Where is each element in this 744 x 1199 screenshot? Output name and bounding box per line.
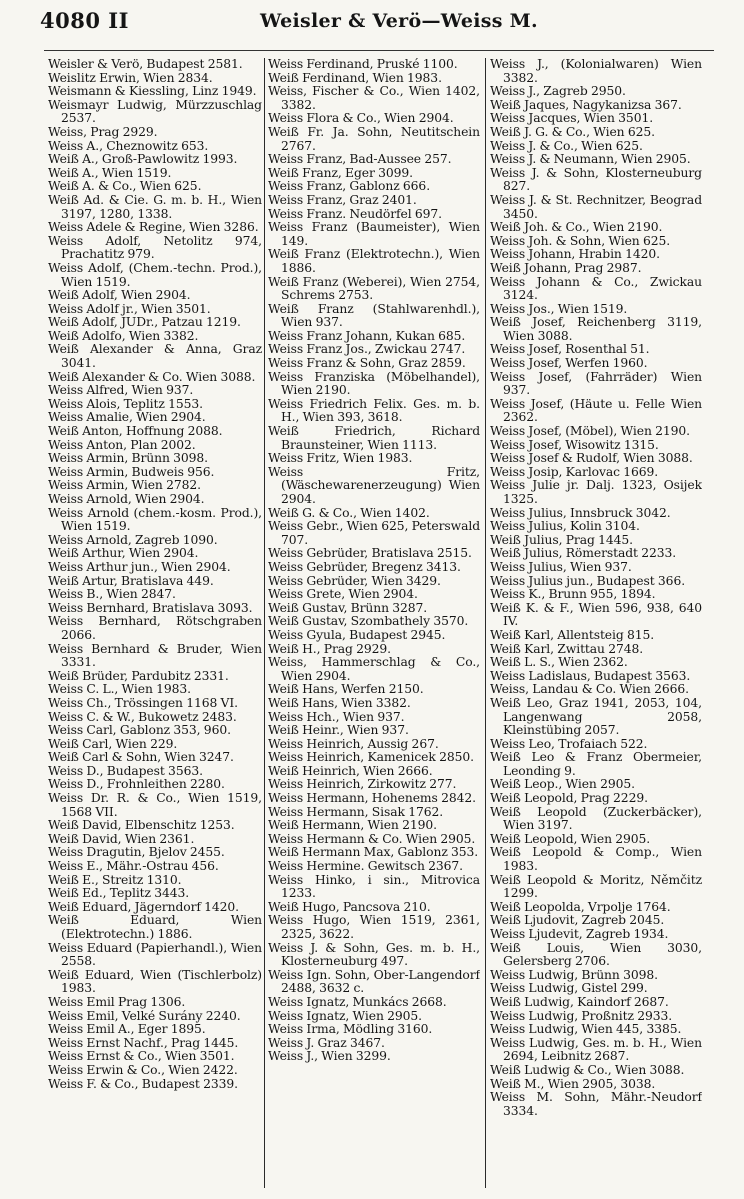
directory-entry: Weiss Bernhard, Bratislava 3093. xyxy=(48,600,253,615)
directory-entry: Weiß Johann, Prag 2987. xyxy=(490,260,642,275)
directory-entry: Weislitz Erwin, Wien 2834. xyxy=(48,70,213,85)
directory-entry: Weiss Heinrich, Zirkowitz 277. xyxy=(268,777,457,792)
column-divider xyxy=(264,58,265,1188)
directory-entry: Weiß Ad. & Cie. G. m. b. H., Wien 3197, 1280, 1338. xyxy=(48,192,262,221)
directory-entry: Weiss Ferdinand, Pruské 1100. xyxy=(268,58,458,71)
directory-entry: Weiss B., Wien 2847. xyxy=(48,587,176,602)
directory-entry: Weiss Julius, Wien 937. xyxy=(490,559,632,574)
directory-entry: Weiss Hugo, Wien 1519, 2361, 2325, 3622. xyxy=(268,913,480,941)
directory-entry: Weiss C. & W., Bukowetz 2483. xyxy=(48,709,237,724)
directory-entry: Weiß A., Groß-Pawlowitz 1993. xyxy=(48,152,238,167)
directory-entry: Weiss J. & Sohn, Klosterneuburg 827. xyxy=(490,165,702,194)
directory-entry: Weiß Gustav, Szombathely 3570. xyxy=(268,614,469,629)
directory-entry: Weiß Fr. Ja. Sohn, Neutitschein 2767. xyxy=(268,124,480,153)
directory-entry: Weiß E., Streitz 1310. xyxy=(48,872,182,887)
directory-entry: Weiß Carl & Sohn, Wien 3247. xyxy=(48,750,234,765)
directory-entry: Weiss Gebrüder, Bregenz 3413. xyxy=(268,559,461,574)
directory-entry: Weiß Franz (Weberei), Wien 2754, Schrems 2753. xyxy=(268,274,480,303)
directory-entry: Weiss Anton, Plan 2002. xyxy=(48,437,196,452)
directory-entry: Weiss Joh. & Sohn, Wien 625. xyxy=(490,233,671,248)
directory-entry: Weiß Friedrich, Richard Braunsteiner, Wien 1113. xyxy=(268,424,480,452)
directory-entry: Weiss Ljudevit, Zagreb 1934. xyxy=(490,927,669,941)
directory-entry: Weiss Josip, Karlovac 1669. xyxy=(490,464,659,479)
directory-entry: Weiß Leop., Wien 2905. xyxy=(490,777,635,792)
directory-entry: Weiss Josef, Werfen 1960. xyxy=(490,356,648,371)
directory-entry: Weiß Alexander & Anna, Graz 3041. xyxy=(48,342,262,371)
directory-entry: Weiss Dr. R. & Co., Wien 1519, 1568 VII. xyxy=(48,791,262,819)
directory-entry: Weiss Erwin & Co., Wien 2422. xyxy=(48,1062,238,1077)
directory-entry: Weiß Ljudovit, Zagreb 2045. xyxy=(490,913,665,928)
directory-entry: Weiß Karl, Zwittau 2748. xyxy=(490,641,644,656)
directory-entry: Weiß Leopold, Wien 2905. xyxy=(490,831,651,846)
directory-entry: Weiss Josef, (Möbel), Wien 2190. xyxy=(490,424,690,439)
directory-entry: Weiss Friedrich Felix. Ges. m. b. H., Wien 393, 3618. xyxy=(268,396,480,425)
directory-entry: Weiß Leopold & Moritz, Němčitz 1299. xyxy=(490,872,702,901)
directory-entry: Weiß Leopold (Zuckerbäcker), Wien 3197. xyxy=(490,804,702,833)
directory-entry: Weiss Emil, Velké Surány 2240. xyxy=(48,1008,241,1023)
directory-entry: Weiß Heinrich, Wien 2666. xyxy=(268,763,433,778)
directory-entry: Weiss Ignatz, Munkács 2668. xyxy=(268,994,447,1009)
directory-entry: Weiß Eduard, Wien (Tischlerbolz) 1983. xyxy=(48,967,262,996)
directory-entry: Weiß Adolf, JUDr., Patzau 1219. xyxy=(48,315,241,330)
directory-entry: Weiss D., Frohnleithen 2280. xyxy=(48,777,225,792)
directory-entry: Weiss Ludwig, Wien 445, 3385. xyxy=(490,1022,682,1037)
directory-entry: Weiss Leo, Trofaiach 522. xyxy=(490,736,648,751)
directory-entry: Weiss Julius, Innsbruck 3042. xyxy=(490,505,671,520)
directory-entry: Weiss Gebrüder, Wien 3429. xyxy=(268,573,441,588)
directory-entry: Weiss Gyula, Budapest 2945. xyxy=(268,627,446,642)
directory-entry: Weiss Josef, Rosenthal 51. xyxy=(490,342,650,357)
directory-entry: Weiß Joh. & Co., Wien 2190. xyxy=(490,220,663,235)
directory-entry: Weiss Emil A., Eger 1895. xyxy=(48,1022,206,1037)
directory-entry: Weiss, Fischer & Co., Wien 1402, 3382. xyxy=(268,84,480,112)
directory-entry: Weiss Jos., Wien 1519. xyxy=(490,301,628,316)
directory-entry: Weiß Hugo, Pancsova 210. xyxy=(268,899,431,914)
directory-entry: Weiss Armin, Brünn 3098. xyxy=(48,451,208,466)
directory-entry: Weiß Leopold & Comp., Wien 1983. xyxy=(490,845,702,874)
directory-entry: Weiss J., Wien 3299. xyxy=(268,1049,391,1064)
directory-entry: Weiß Ed., Teplitz 3443. xyxy=(48,886,190,901)
directory-entry: Weiß L. S., Wien 2362. xyxy=(490,655,628,670)
directory-entry: Weiss Franziska (Möbelhandel), Wien 2190. xyxy=(268,369,480,398)
directory-entry: Weiß J. G. & Co., Wien 625. xyxy=(490,124,655,139)
directory-entry: Weiss Ludwig, Proßnitz 2933. xyxy=(490,1008,673,1023)
directory-entry: Weiss Johann, Hrabin 1420. xyxy=(490,247,660,262)
directory-entry: Weiss Franz. Neudörfel 697. xyxy=(268,206,442,221)
column-1 xyxy=(48,58,262,1188)
directory-entry: Weiss Franz Jos., Zwickau 2747. xyxy=(268,342,466,357)
directory-entry: Weiß Carl, Wien 229. xyxy=(48,736,178,751)
directory-entry: Weiss, Landau & Co. Wien 2666. xyxy=(490,682,689,697)
directory-entry: Weiss Ignatz, Wien 2905. xyxy=(268,1008,422,1023)
directory-entry: Weiss Franz (Baumeister), Wien 149. xyxy=(268,220,480,248)
directory-entry: Weiss Hch., Wien 937. xyxy=(268,709,405,724)
directory-entry: Weiß K. & F., Wien 596, 938, 640 IV. xyxy=(490,600,702,629)
directory-entry: Weiß Franz (Elektrotechn.), Wien 1886. xyxy=(268,247,480,275)
directory-entry: Weiss Hermann, Sisak 1762. xyxy=(268,804,444,819)
directory-entry: Weiß Leo & Franz Obermeier, Leonding 9. xyxy=(490,750,702,778)
directory-entry: Weiss Josef, Wisowitz 1315. xyxy=(490,437,659,452)
directory-entry: Weiss Josef, (Häute u. Felle Wien 2362. xyxy=(490,396,702,425)
directory-entry: Weiß Hans, Wien 3382. xyxy=(268,695,411,710)
directory-entry: Weiß Leopolda, Vrpolje 1764. xyxy=(490,899,671,914)
directory-entry: Weiss F. & Co., Budapest 2339. xyxy=(48,1076,238,1091)
directory-entry: Weiss Grete, Wien 2904. xyxy=(268,587,418,602)
directory-entry: Weiss Ernst & Co., Wien 3501. xyxy=(48,1049,235,1064)
directory-entry: Weiss Adolf, Netolitz 974, Prachatitz 979. xyxy=(48,233,262,262)
directory-entry: Weiß G. & Co., Wien 1402. xyxy=(268,505,430,520)
directory-entry: Weiß David, Elbenschitz 1253. xyxy=(48,818,235,833)
directory-entry: Weiss Ign. Sohn, Ober-Langendorf 2488, 3632 c. xyxy=(268,967,480,996)
directory-entry: Weiß Hans, Werfen 2150. xyxy=(268,682,424,697)
directory-entry: Weiß Julius, Römerstadt 2233. xyxy=(490,546,677,561)
directory-entry: Weiss Franz Johann, Kukan 685. xyxy=(268,328,466,343)
column-3 xyxy=(490,58,702,1188)
directory-entry: Weiss Alfred, Wien 937. xyxy=(48,383,194,398)
directory-entry: Weiss M. Sohn, Mähr.-Neudorf 3334. xyxy=(490,1090,702,1118)
directory-entry: Weiß A. & Co., Wien 625. xyxy=(48,179,202,194)
directory-entry: Weiß Josef, Reichenberg 3119, Wien 3088. xyxy=(490,315,702,343)
directory-entry: Weismayr Ludwig, Mürzzuschlag 2537. xyxy=(48,97,262,126)
directory-entry: Weiß Gustav, Brünn 3287. xyxy=(268,600,428,615)
directory-entry: Weiss Jacques, Wien 3501. xyxy=(490,111,654,126)
directory-entry: Weiss Ch., Trössingen 1168 VI. xyxy=(48,695,238,710)
directory-entry: Weiss Franz, Gablonz 666. xyxy=(268,179,431,194)
directory-entry: Weiß Jaques, Nagykanizsa 367. xyxy=(490,97,682,112)
directory-entry: Weiss Gebr., Wien 625, Peterswald 707. xyxy=(268,519,480,547)
directory-entry: Weiß Leopold, Prag 2229. xyxy=(490,791,648,806)
directory-entry: Weiß Eduard, Jägerndorf 1420. xyxy=(48,899,240,914)
directory-entry: Weiss Dragutin, Bjelov 2455. xyxy=(48,845,225,860)
directory-entry: Weiß Eduard, Wien (Elektrotechn.) 1886. xyxy=(48,913,262,941)
directory-entry: Weiss Josef, (Fahrräder) Wien 937. xyxy=(490,369,702,398)
directory-entry: Weiss D., Budapest 3563. xyxy=(48,763,203,778)
directory-entry: Weiss Adele & Regine, Wien 3286. xyxy=(48,220,259,235)
directory-entry: Weiss Ludwig, Gistel 299. xyxy=(490,981,648,996)
directory-entry: Weiß Adolf, Wien 2904. xyxy=(48,288,191,303)
directory-entry: Weiß H., Prag 2929. xyxy=(268,641,391,656)
directory-entry: Weiß Leo, Graz 1941, 2053, 104, Langenwang 2058, Kleinstübing 2057. xyxy=(490,695,702,738)
directory-entry: Weiss E., Mähr.-Ostrau 456. xyxy=(48,859,219,874)
directory-entry: Weiss Franz, Graz 2401. xyxy=(268,192,417,207)
directory-entry: Weiss Arnold, Zagreb 1090. xyxy=(48,532,218,547)
directory-entry: Weiss Hinko, i sin., Mitrovica 1233. xyxy=(268,872,480,901)
directory-entry: Weiss, Hammerschlag & Co., Wien 2904. xyxy=(268,655,480,683)
directory-entry: Weiss Ernst Nachf., Prag 1445. xyxy=(48,1035,239,1050)
directory-entry: Weiss Franz & Sohn, Graz 2859. xyxy=(268,356,466,371)
directory-entry: Weiss Heinrich, Kamenicek 2850. xyxy=(268,750,474,765)
directory-entry: Weiss Adolf jr., Wien 3501. xyxy=(48,301,211,316)
directory-entry: Weiss Emil Prag 1306. xyxy=(48,994,186,1009)
directory-entry: Weiß Karl, Allentsteig 815. xyxy=(490,627,655,642)
directory-entry: Weiß Artur, Bratislava 449. xyxy=(48,573,214,588)
directory-entry: Weiss Amalie, Wien 2904. xyxy=(48,410,206,425)
directory-entry: Weiss Franz, Bad-Aussee 257. xyxy=(268,152,452,167)
directory-entry: Weiss Eduard (Papierhandl.), Wien 2558. xyxy=(48,940,262,969)
directory-entry: Weiss Hermine. Gewitsch 2367. xyxy=(268,859,463,874)
directory-entry: Weiss Armin, Budweis 956. xyxy=(48,464,215,479)
directory-entry: Weiß Brüder, Pardubitz 2331. xyxy=(48,668,229,683)
directory-entry: Weiß Anton, Hoffnung 2088. xyxy=(48,424,223,439)
directory-entry: Weiss J. & Neumann, Wien 2905. xyxy=(490,152,691,167)
directory-entry: Weiß Heinr., Wien 937. xyxy=(268,723,409,738)
directory-entry: Weiß Louis, Wien 3030, Gelersberg 2706. xyxy=(490,940,702,969)
directory-entry: Weiss Fritz, Wien 1983. xyxy=(268,451,413,466)
directory-entry: Weiss Adolf, (Chem.-techn. Prod.), Wien 1519. xyxy=(48,260,262,289)
directory-entry: Weiß Alexander & Co. Wien 3088. xyxy=(48,369,256,384)
header-rule xyxy=(44,50,714,51)
directory-entry: Weismann & Kiessling, Linz 1949. xyxy=(48,84,257,99)
directory-entry: Weiß Franz, Eger 3099. xyxy=(268,165,413,180)
directory-entry: Weiß David, Wien 2361. xyxy=(48,831,195,846)
directory-entry: Weiss J. & St. Rechnitzer, Beograd 3450. xyxy=(490,192,702,221)
directory-entry: Weiß Arthur, Wien 2904. xyxy=(48,546,199,561)
directory-entry: Weiß M., Wien 2905, 3038. xyxy=(490,1076,656,1091)
directory-entry: Weiss Julie jr. Dalj. 1323, Osijek 1325. xyxy=(490,478,702,506)
directory-entry: Weiss K., Brunn 955, 1894. xyxy=(490,587,656,602)
directory-entry: Weiss Bernhard & Bruder, Wien 3331. xyxy=(48,641,262,670)
directory-entry: Weiss Ludwig, Brünn 3098. xyxy=(490,967,658,982)
page-header xyxy=(40,6,730,40)
directory-entry: Weiss Gebrüder, Bratislava 2515. xyxy=(268,546,472,561)
directory-entry: Weiß Ludwig & Co., Wien 3088. xyxy=(490,1062,685,1077)
directory-entry: Weiss Irma, Mödling 3160. xyxy=(268,1022,433,1037)
directory-entry: Weiss Johann & Co., Zwickau 3124. xyxy=(490,274,702,303)
directory-entry: Weiss A., Cheznowitz 653. xyxy=(48,138,209,153)
directory-entry: Weiss Ludwig, Ges. m. b. H., Wien 2694, Leibnitz 2687. xyxy=(490,1035,702,1064)
directory-entry: Weiß Franz (Stahlwarenhdl.), Wien 937. xyxy=(268,301,480,330)
directory-entry: Weiss Hermann & Co. Wien 2905. xyxy=(268,831,476,846)
directory-entry: Weiß Julius, Prag 1445. xyxy=(490,532,633,547)
directory-entry: Weiss Flora & Co., Wien 2904. xyxy=(268,111,454,126)
directory-entry: Weiss Armin, Wien 2782. xyxy=(48,478,201,493)
directory-entry: Weiss Heinrich, Aussig 267. xyxy=(268,736,439,751)
directory-entry: Weiss Bernhard, Rötschgraben 2066. xyxy=(48,614,262,642)
directory-entry: Weiß Ferdinand, Wien 1983. xyxy=(268,70,442,85)
directory-entry: Weiss J. Graz 3467. xyxy=(268,1035,385,1050)
directory-entry: Weiss Hermann, Hohenems 2842. xyxy=(268,791,476,806)
running-head: Weisler & Verö—Weiss M. xyxy=(260,10,538,32)
directory-entry: Weiss, Prag 2929. xyxy=(48,124,158,139)
directory-entry: Weiß Hermann Max, Gablonz 353. xyxy=(268,845,479,860)
column-divider xyxy=(485,58,486,1188)
directory-entry: Weiss J. & Sohn, Ges. m. b. H., Klosterneuburg 497. xyxy=(268,940,480,969)
directory-entry: Weiss J. & Co., Wien 625. xyxy=(490,138,643,153)
directory-entry: Weiss Arnold (chem.-kosm. Prod.), Wien 1519. xyxy=(48,505,262,534)
directory-entry: Weiß Adolfo, Wien 3382. xyxy=(48,328,199,343)
column-2 xyxy=(268,58,480,1188)
directory-entry: Weiss J., Zagreb 2950. xyxy=(490,84,626,99)
directory-entry: Weiss Carl, Gablonz 353, 960. xyxy=(48,723,231,738)
directory-entry: Weiss J., (Kolonialwaren) Wien 3382. xyxy=(490,58,702,85)
directory-entry: Weiß A., Wien 1519. xyxy=(48,165,172,180)
directory-entry: Weiss Julius jun., Budapest 366. xyxy=(490,573,686,588)
directory-entry: Weiß Ludwig, Kaindorf 2687. xyxy=(490,994,669,1009)
directory-entry: Weiss Julius, Kolin 3104. xyxy=(490,519,640,534)
directory-entry: Weiss C. L., Wien 1983. xyxy=(48,682,191,697)
directory-entry: Weiss Arthur jun., Wien 2904. xyxy=(48,559,231,574)
directory-entry: Weiss Arnold, Wien 2904. xyxy=(48,492,205,506)
page-number: 4080 II xyxy=(40,8,129,33)
directory-entry: Weiss Alois, Teplitz 1553. xyxy=(48,396,203,411)
directory-entry: Weiß Hermann, Wien 2190. xyxy=(268,818,437,833)
directory-entry: Weiss Josef & Rudolf, Wien 3088. xyxy=(490,451,693,466)
directory-entry: Weisler & Verö, Budapest 2581. xyxy=(48,58,243,71)
directory-entry: Weiss Fritz, (Wäschewarenerzeugung) Wien 2904. xyxy=(268,464,480,506)
directory-entry: Weiss Ladislaus, Budapest 3563. xyxy=(490,668,691,683)
